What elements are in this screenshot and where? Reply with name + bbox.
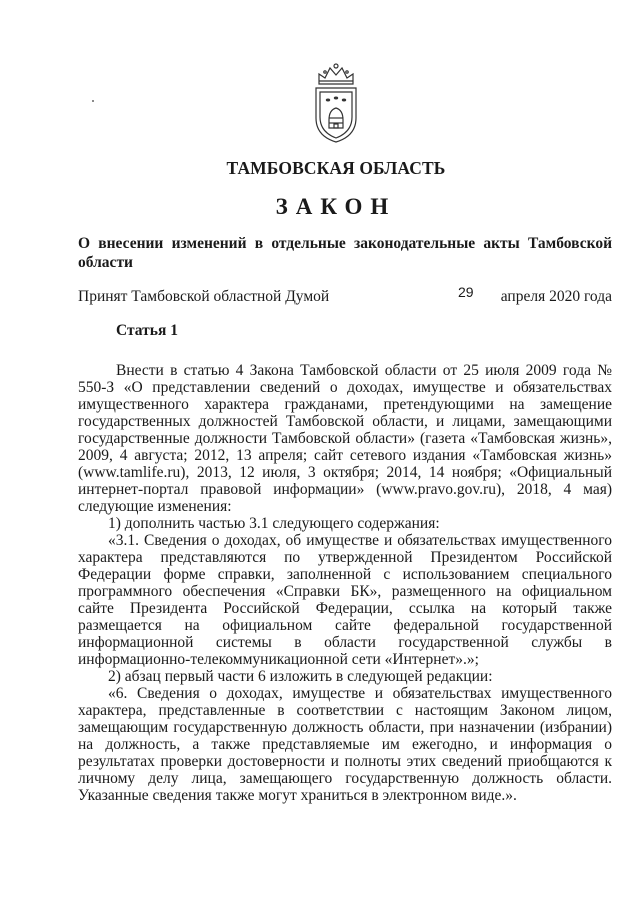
- scan-speck: [92, 100, 94, 102]
- region-name: ТАМБОВСКАЯ ОБЛАСТЬ: [226, 158, 446, 178]
- law-subject: [78, 234, 612, 272]
- article-heading: Статья 1: [116, 322, 178, 339]
- document-type-title: ЗАКОН: [275, 194, 397, 219]
- adoption-day: 29: [458, 284, 474, 300]
- article-item-1-text: «3.1. Сведения о доходах, об имуществе и обязательствах имущественного характера представляются по утвержденной Президентом Российской Федерации форме справки, заполненной с использованием специального программного обеспечения «Справки БК», размещенного на официальном сайте Президента Российской Федерации, ссылка на который также размещается на официальном сайте федеральной государственной информационной системы в области государственной службы в информационно-телекоммуникационной сети «Интернет».»;: [78, 532, 612, 668]
- adopted-by-text: Принят Тамбовской областной Думой: [78, 288, 330, 305]
- article-paragraph-intro: Внести в статью 4 Закона Тамбовской области от 25 июля 2009 года № 550-З «О представлении сведений о доходах, имуществе и обязательствах имущественного характера гражданами, претендующими на замещение государственных должностей Тамбовской области, и лицами, замещающими государственные должности Тамбовской области» (газета «Тамбовская жизнь», 2009, 4 августа; 2012, 13 апреля; сайт сетевого издания «Тамбовская жизнь» (www.tamlife.ru), 2013, 12 июля, 3 октября; 2014, 14 ноября; «Официальный интернет-портал правовой информации» (www.pravo.gov.ru), 2018, 4 мая) следующие изменения:: [78, 362, 612, 515]
- law-subject-line-2: области: [78, 254, 133, 271]
- adoption-line: [78, 284, 612, 306]
- law-subject-line-1: О внесении изменений в отдельные законодательные акты Тамбовской: [78, 235, 612, 252]
- article-item-1: 1) дополнить частью 3.1 следующего содержания:: [108, 515, 440, 532]
- article-body: [78, 362, 612, 804]
- tambov-coat-of-arms-icon: [311, 62, 361, 144]
- article-item-2-text: «6. Сведения о доходах, имуществе и обязательствах имущественного характера, представленные в соответствии с настоящим Законом лицом, замещающим государственную должность области, при назначении (избрании) на должность, а также представляемые им ежегодно, и информация о результатах проверки достоверности и полноты этих сведений приобщаются к личному делу лица, замещающего государственную должность области. Указанные сведения также могут храниться в электронном виде.».: [78, 685, 612, 804]
- adoption-month-year: апреля 2020 года: [500, 288, 612, 305]
- article-item-2: 2) абзац первый части 6 изложить в следующей редакции:: [108, 668, 493, 685]
